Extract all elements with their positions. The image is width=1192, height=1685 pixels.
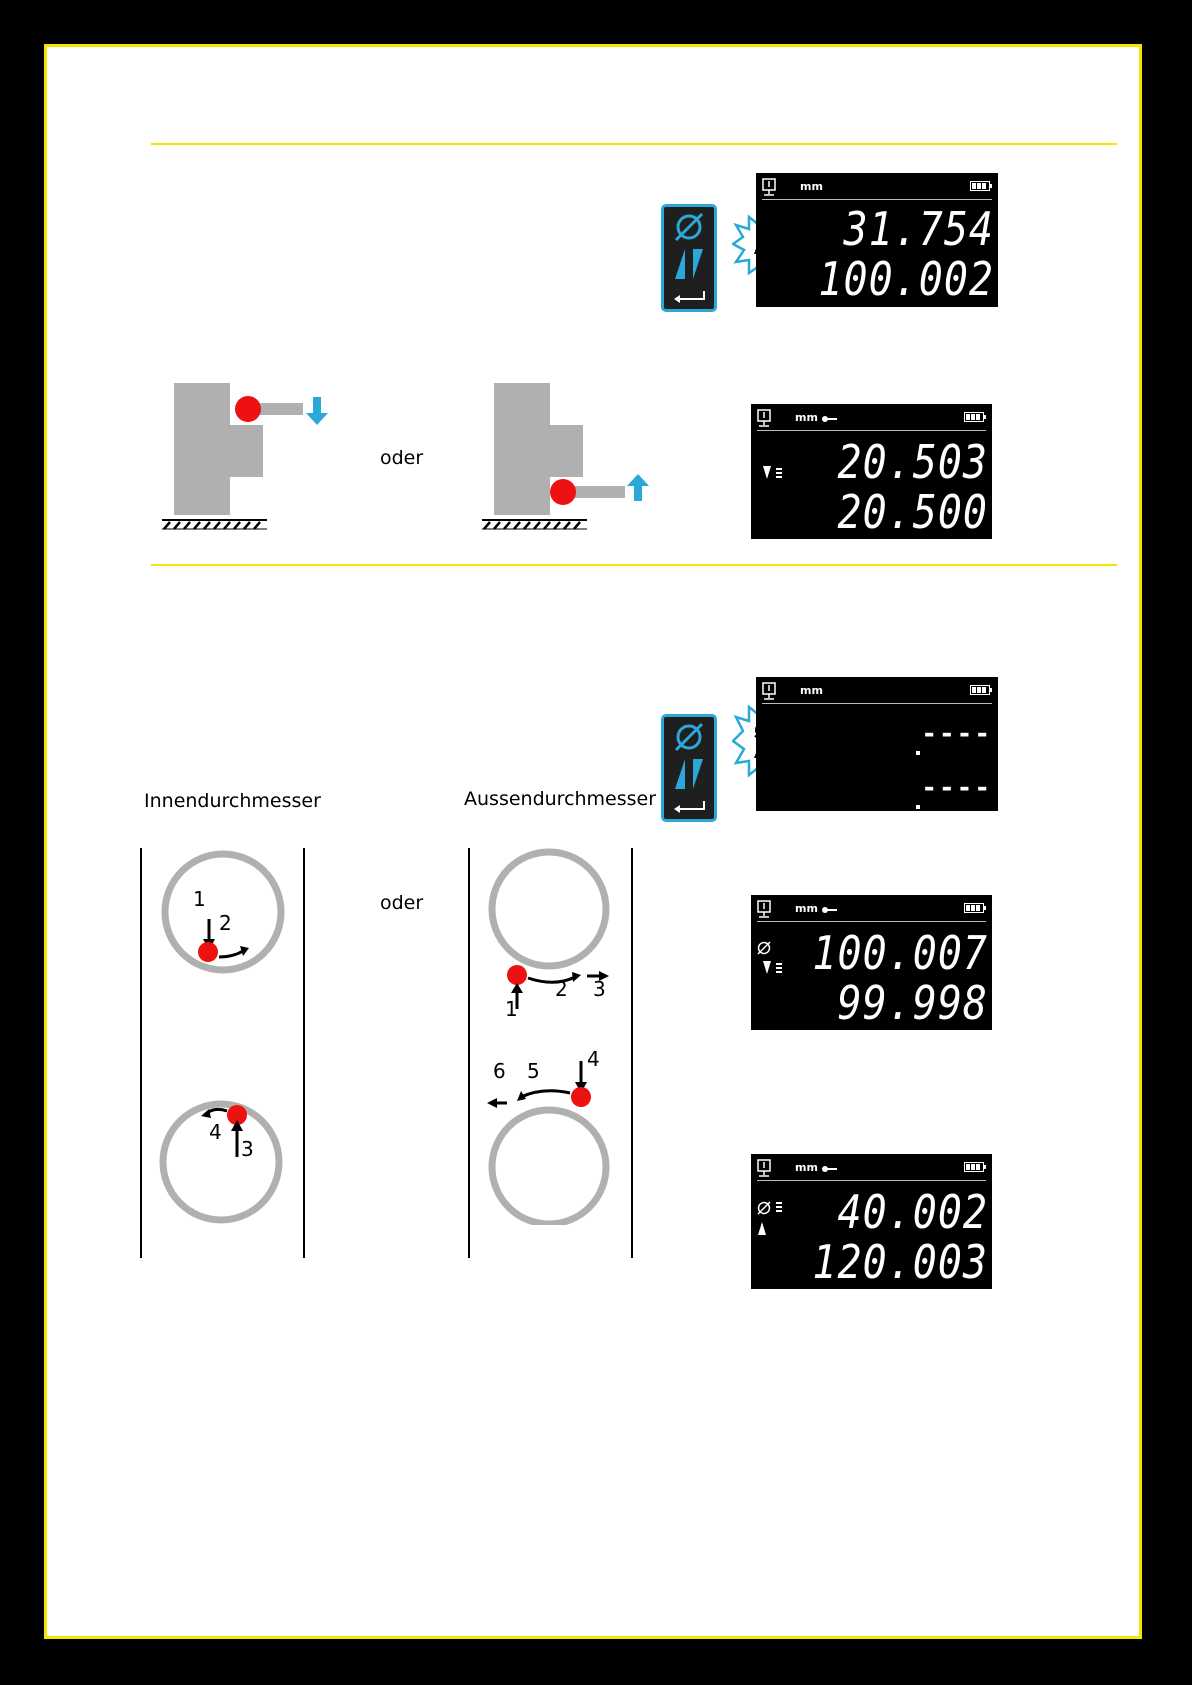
decimal-dot	[916, 805, 920, 809]
min-indicator-icon	[763, 961, 785, 975]
reading-bottom: ----	[921, 773, 992, 803]
reading-bottom: 120.003	[812, 1236, 988, 1290]
step-2-label: 2	[555, 977, 568, 1001]
step-3-label: 3	[241, 1137, 254, 1161]
display-3	[756, 677, 998, 811]
key-icon	[821, 906, 837, 914]
section-divider-middle	[151, 564, 1117, 566]
monitor-icon	[762, 682, 778, 702]
oder-label-bottom: oder	[380, 892, 424, 914]
reading-top: ----	[921, 719, 992, 749]
reading-bottom: 100.002	[818, 253, 994, 307]
monitor-icon	[757, 900, 773, 920]
step-5-label: 5	[527, 1059, 540, 1083]
outer-diameter-title: Aussendurchmesser	[464, 788, 657, 810]
unit-label: mm	[800, 180, 823, 193]
key-icon	[821, 1165, 837, 1173]
display-4	[751, 895, 992, 1030]
unit-label: mm	[795, 902, 818, 915]
keypad-icons	[664, 717, 714, 819]
display-5	[751, 1154, 992, 1289]
keypad-panel	[661, 204, 717, 312]
bore-wall-left	[140, 848, 142, 1258]
decimal-dot	[916, 751, 920, 755]
reading-top: 40.002	[837, 1186, 988, 1240]
monitor-icon	[762, 178, 778, 198]
unit-label: mm	[795, 1161, 818, 1174]
step-6-label: 6	[493, 1059, 506, 1083]
diameter-icon	[757, 941, 771, 955]
manual-page	[44, 44, 1142, 1639]
reading-bottom: 99.998	[837, 977, 988, 1031]
probe-diagram-down	[153, 383, 353, 539]
unit-label: mm	[800, 684, 823, 697]
reading-top: 31.754	[843, 203, 994, 257]
battery-icon	[964, 903, 986, 913]
oder-label-top: oder	[380, 447, 424, 469]
step-3-label: 3	[593, 977, 606, 1001]
battery-icon	[964, 1162, 986, 1172]
shaft-wall-right	[631, 848, 633, 1258]
keypad-icons	[664, 207, 714, 309]
inner-diameter-title: Innendurchmesser	[144, 790, 321, 812]
key-icon	[821, 415, 837, 423]
bore-wall-right	[303, 848, 305, 1258]
display-2	[751, 404, 992, 539]
min-indicator-icon	[763, 466, 785, 480]
monitor-icon	[757, 409, 773, 429]
inner-diameter-step-3-4	[155, 1087, 295, 1225]
section-divider-top	[151, 143, 1117, 145]
keypad-panel	[661, 714, 717, 822]
shaft-wall-left	[468, 848, 470, 1258]
reading-top: 100.007	[812, 927, 988, 981]
battery-icon	[964, 412, 986, 422]
reading-top: 20.503	[837, 436, 988, 490]
battery-icon	[970, 685, 992, 695]
step-2-label: 2	[219, 911, 232, 935]
monitor-icon	[757, 1159, 773, 1179]
step-1-label: 1	[193, 887, 206, 911]
max-indicator-icon	[757, 1222, 767, 1236]
diameter-max-icon	[757, 1200, 785, 1216]
step-4-label: 4	[209, 1120, 222, 1144]
unit-label: mm	[795, 411, 818, 424]
probe-diagram-up	[473, 383, 673, 539]
display-1	[756, 173, 998, 307]
battery-icon	[970, 181, 992, 191]
step-4-label: 4	[587, 1047, 600, 1071]
reading-bottom: 20.500	[837, 486, 988, 540]
step-1-label: 1	[505, 997, 518, 1021]
